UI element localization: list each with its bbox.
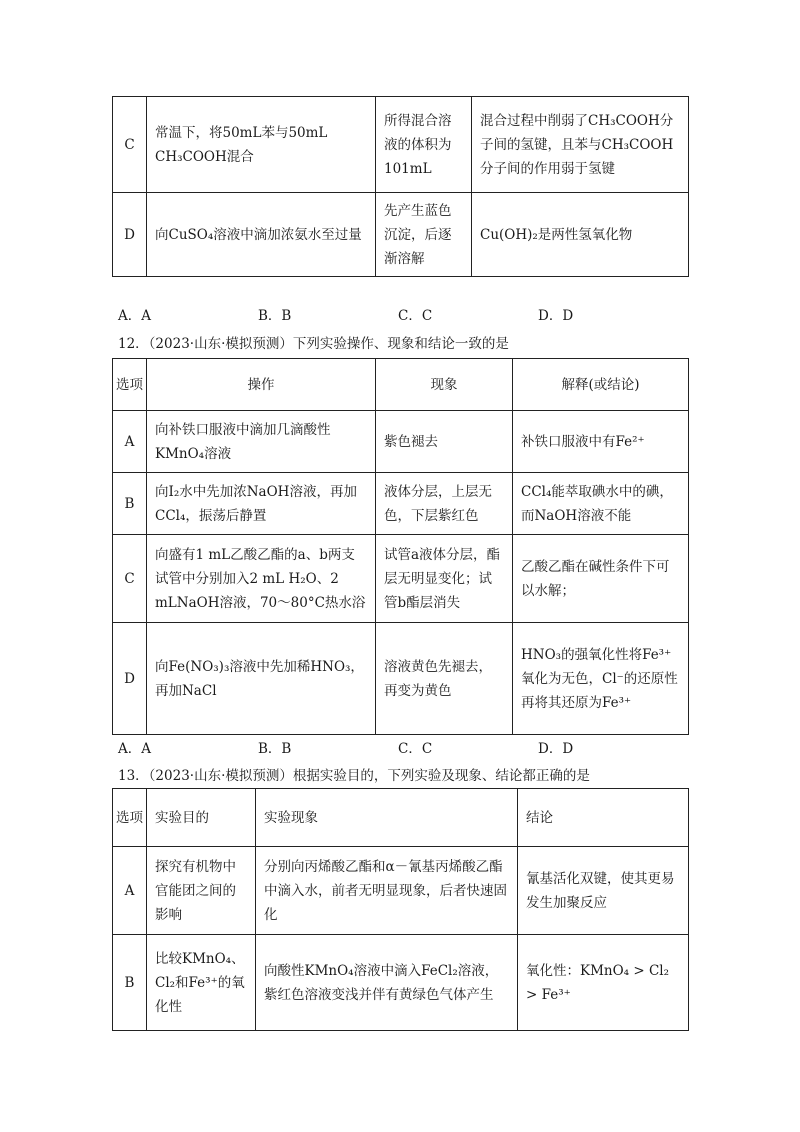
choice-c[interactable]: C．C [398, 308, 433, 324]
choice-b[interactable]: B．B [258, 308, 292, 324]
purpose-cell: 比较KMnO₄、Cl₂和Fe³⁺的氧化性 [147, 935, 256, 1031]
phenomenon-cell: 分别向丙烯酸乙酯和α－氰基丙烯酸乙酯中滴入水，前者无明显现象，后者快速固化 [256, 847, 518, 935]
operation-cell: 向CuSO₄溶液中滴加浓氨水至过量 [147, 193, 376, 277]
choice-d[interactable]: D．D [538, 741, 574, 757]
choice-a[interactable]: A．A [118, 308, 151, 324]
conclusion-cell: 混合过程中削弱了CH₃COOH分子间的氢键，且苯与CH₃COOH分子间的作用弱于氢键 [472, 97, 689, 193]
operation-cell: 向补铁口服液中滴加几滴酸性KMnO₄溶液 [147, 411, 376, 473]
option-cell: C [113, 97, 147, 193]
table-row [113, 935, 689, 1031]
table-q13 [112, 788, 689, 1031]
phenomenon-cell: 紫色褪去 [376, 411, 513, 473]
operation-cell: 向Fe(NO₃)₃溶液中先加稀HNO₃，再加NaCl [147, 623, 376, 735]
conclusion-cell: 乙酸乙酯在碱性条件下可以水解； [513, 535, 689, 623]
option-cell: B [113, 935, 147, 1031]
conclusion-cell: 氧化性：KMnO₄ > Cl₂ > Fe³⁺ [518, 935, 689, 1031]
table-header-row [113, 789, 689, 847]
table-row [113, 411, 689, 473]
header-option: 选项 [113, 789, 147, 847]
operation-cell: 常温下，将50mL苯与50mL CH₃COOH混合 [147, 97, 376, 193]
choice-b[interactable]: B．B [258, 741, 292, 757]
phenomenon-cell: 溶液黄色先褪去，再变为黄色 [376, 623, 513, 735]
header-conclusion: 解释(或结论) [513, 359, 689, 411]
table-row [113, 847, 689, 935]
table-row [113, 97, 689, 193]
option-cell: C [113, 535, 147, 623]
option-cell: A [113, 847, 147, 935]
phenomenon-cell: 试管a液体分层，酯层无明显变化；试管b酯层消失 [376, 535, 513, 623]
header-conclusion: 结论 [518, 789, 689, 847]
choice-c[interactable]: C．C [398, 741, 433, 757]
header-phenomenon: 现象 [376, 359, 513, 411]
table-q12 [112, 358, 689, 735]
operation-cell: 向盛有1 mL乙酸乙酯的a、b两支试管中分别加入2 mL H₂O、2 mLNaOH溶液，70～80°C热水浴 [147, 535, 376, 623]
table-row [113, 623, 689, 735]
choice-a[interactable]: A．A [118, 741, 151, 757]
question-13-title: 13．（2023·山东·模拟预测）根据实验目的，下列实验及现象、结论都正确的是 [118, 768, 590, 784]
option-cell: B [113, 473, 147, 535]
table-row [113, 535, 689, 623]
option-cell: D [113, 193, 147, 277]
purpose-cell: 探究有机物中官能团之间的影响 [147, 847, 256, 935]
operation-cell: 向I₂水中先加浓NaOH溶液，再加CCl₄，振荡后静置 [147, 473, 376, 535]
question-12-title: 12．（2023·山东·模拟预测）下列实验操作、现象和结论一致的是 [118, 336, 509, 352]
conclusion-cell: 氰基活化双键，使其更易发生加聚反应 [518, 847, 689, 935]
phenomenon-cell: 所得混合溶液的体积为101mL [376, 97, 472, 193]
header-operation: 操作 [147, 359, 376, 411]
conclusion-cell: 补铁口服液中有Fe²⁺ [513, 411, 689, 473]
table-row [113, 473, 689, 535]
choice-d[interactable]: D．D [538, 308, 574, 324]
header-option: 选项 [113, 359, 147, 411]
header-purpose: 实验目的 [147, 789, 256, 847]
phenomenon-cell: 先产生蓝色沉淀，后逐渐溶解 [376, 193, 472, 277]
conclusion-cell: Cu(OH)₂是两性氢氧化物 [472, 193, 689, 277]
phenomenon-cell: 向酸性KMnO₄溶液中滴入FeCl₂溶液，紫红色溶液变浅并伴有黄绿色气体产生 [256, 935, 518, 1031]
option-cell: A [113, 411, 147, 473]
conclusion-cell: HNO₃的强氧化性将Fe³⁺氧化为无色，Cl⁻的还原性再将其还原为Fe³⁺ [513, 623, 689, 735]
conclusion-cell: CCl₄能萃取碘水中的碘，而NaOH溶液不能 [513, 473, 689, 535]
phenomenon-cell: 液体分层，上层无色，下层紫红色 [376, 473, 513, 535]
answer-choices [118, 304, 678, 324]
answer-choices [118, 737, 678, 757]
table-header-row [113, 359, 689, 411]
table-top [112, 96, 689, 277]
table-row [113, 193, 689, 277]
option-cell: D [113, 623, 147, 735]
header-phenomenon: 实验现象 [256, 789, 518, 847]
